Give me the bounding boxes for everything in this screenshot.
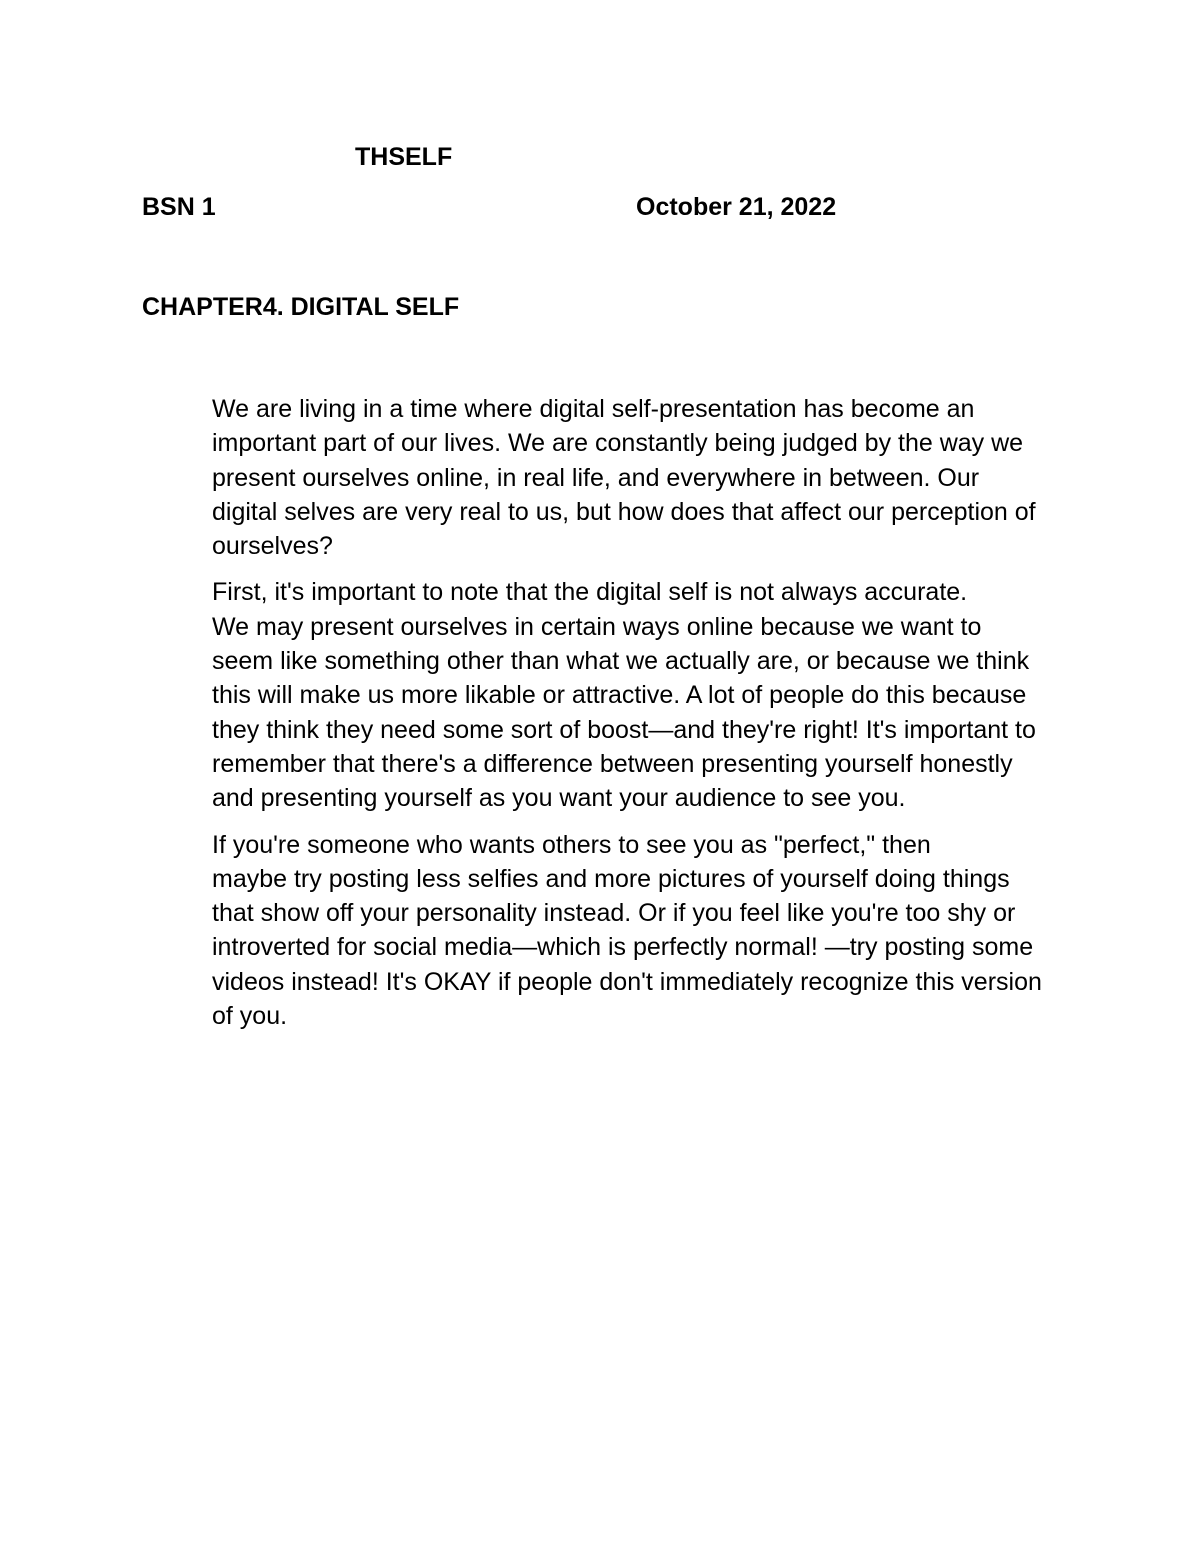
paragraph-line: they think they need some sort of boost—and they're right! It's important to [212, 715, 1036, 744]
paragraph-2 [142, 575, 1062, 815]
paragraph-line: that show off your personality instead. Or if you feel like you're too shy or [212, 899, 1016, 928]
paragraph-line: ourselves? [212, 532, 333, 561]
course-title: THSELF [355, 143, 453, 171]
paragraph-line: this will make us more likable or attractive. A lot of people do this because [212, 681, 1027, 710]
paragraph-line: seem like something other than what we actually are, or because we think [212, 647, 1030, 676]
chapter-title: CHAPTER4. DIGITAL SELF [142, 293, 460, 321]
paragraph-line: of you. [212, 1002, 288, 1031]
paragraph-line: introverted for social media—which is perfectly normal! —try posting some [212, 933, 1034, 962]
paragraph-line: present ourselves online, in real life, and everywhere in between. Our [212, 463, 980, 492]
paragraph-line: important part of our lives. We are constantly being judged by the way we [212, 429, 1024, 458]
paragraph-line: We are living in a time where digital self-presentation has become an [212, 395, 975, 423]
essay-body [142, 392, 1062, 1045]
paragraph-1 [142, 392, 1062, 563]
document-date: October 21, 2022 [636, 193, 837, 221]
paragraph-line: videos instead! It's OKAY if people don't immediately recognize this version [212, 967, 1042, 996]
paragraph-line: remember that there's a difference between presenting yourself honestly [212, 749, 1013, 778]
paragraph-line: We may present ourselves in certain ways online because we want to [212, 612, 982, 641]
paragraph-line: and presenting yourself as you want your audience to see you. [212, 784, 906, 813]
section-label: BSN 1 [142, 193, 216, 221]
paragraph-line: If you're someone who wants others to see you as "perfect," then [212, 830, 931, 859]
paragraph-line: First, it's important to note that the digital self is not always accurate. [212, 578, 968, 607]
paragraph-line: digital selves are very real to us, but how does that affect our perception of [212, 497, 1036, 526]
paragraph-line: maybe try posting less selfies and more pictures of yourself doing things [212, 864, 1010, 893]
paragraph-3 [142, 828, 1062, 1034]
